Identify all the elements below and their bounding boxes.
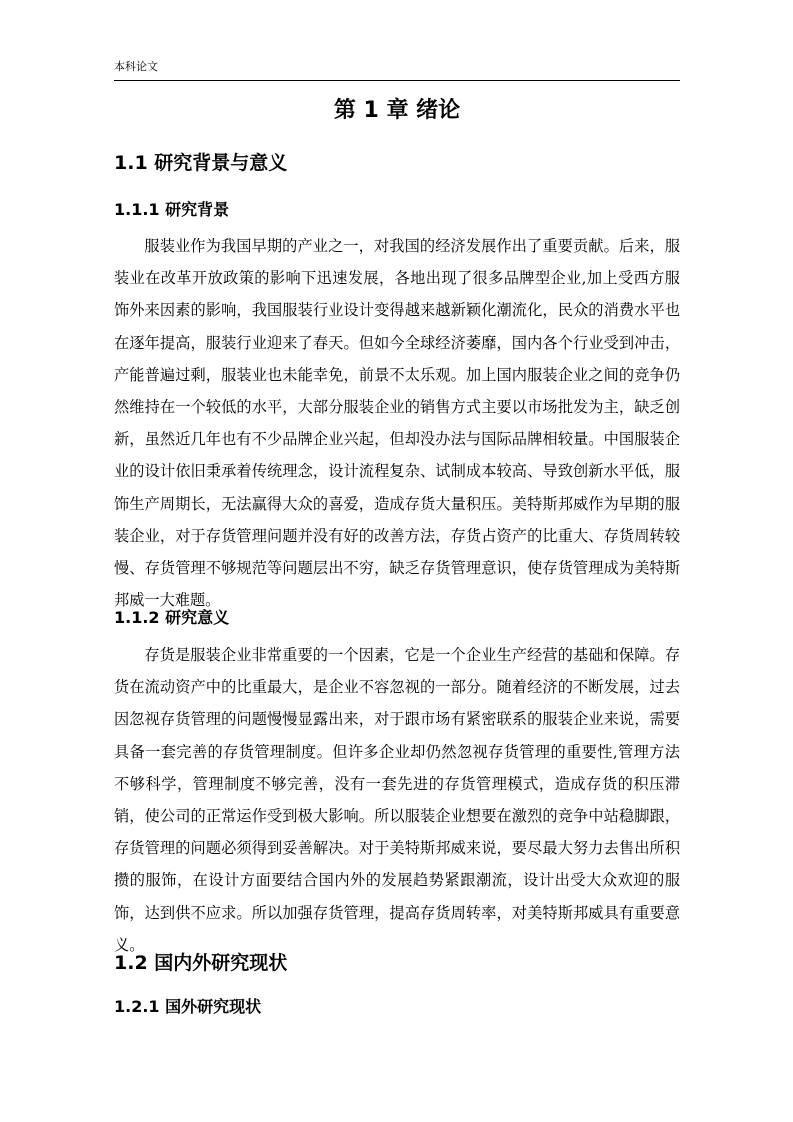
subsection-heading-1-1-1: 1.1.1 研究背景 — [114, 200, 230, 219]
section-heading-1-1: 1.1 研究背景与意义 — [114, 152, 288, 174]
page-header: 本科论文 — [114, 60, 680, 81]
section-heading-1-2: 1.2 国内外研究现状 — [114, 952, 288, 974]
paragraph-research-background: 服装业作为我国早期的产业之一，对我国的经济发展作出了重要贡献。后来，服装业在改革开放政策的影响下迅速发展，各地出现了很多品牌型企业,加上受西方服饰外来因素的影响，我国服装行业设计变得越来越新颖化潮流化，民众的消费水平也在逐年提高，服装行业迎来了春天。但如今全球经济萎靡，国内各个行业受到冲击，产能普遍过剩，服装业也未能幸免，前景不太乐观。加上国内服装企业之间的竞争仍然维持在一个较低的水平，大部分服装企业的销售方式主要以市场批发为主，缺乏创新，虽然近几年也有不少品牌企业兴起，但却没办法与国际品牌相较量。中国服装企业的设计依旧秉承着传统理念，设计流程复杂、试制成本较高、导致创新水平低，服饰生产周期长，无法赢得大众的喜爱，造成存货大量积压。美特斯邦威作为早期的服装企业，对于存货管理问题并没有好的改善方法，存货占资产的比重大、存货周转较慢、存货管理不够规范等问题层出不穷，缺乏存货管理意识，使存货管理成为美特斯邦威一大难题。 — [114, 237, 680, 610]
chapter-title: 第 1 章 绪论 — [333, 98, 461, 123]
subsection-heading-1-1-2: 1.1.2 研究意义 — [114, 608, 230, 627]
subsection-heading-1-2-1: 1.2.1 国外研究现状 — [114, 997, 262, 1016]
paragraph-research-significance: 存货是服装企业非常重要的一个因素，它是一个企业生产经营的基础和保障。存货在流动资产中的比重最大，是企业不容忽视的一部分。随着经济的不断发展，过去因忽视存货管理的问题慢慢显露出来，对于跟市场有紧密联系的服装企业来说，需要具备一套完善的存货管理制度。但许多企业却仍然忽视存货管理的重要性,管理方法不够科学，管理制度不够完善，没有一套先进的存货管理模式，造成存货的积压滞销，使公司的正常运作受到极大影响。所以服装企业想要在激烈的竞争中站稳脚跟，存货管理的问题必须得到妥善解决。对于美特斯邦威来说，要尽最大努力去售出所积攒的服饰，在设计方面要结合国内外的发展趋势紧跟潮流，设计出受大众欢迎的服饰，达到供不应求。所以加强存货管理，提高存货周转率，对美特斯邦威具有重要意义。 — [114, 646, 680, 954]
